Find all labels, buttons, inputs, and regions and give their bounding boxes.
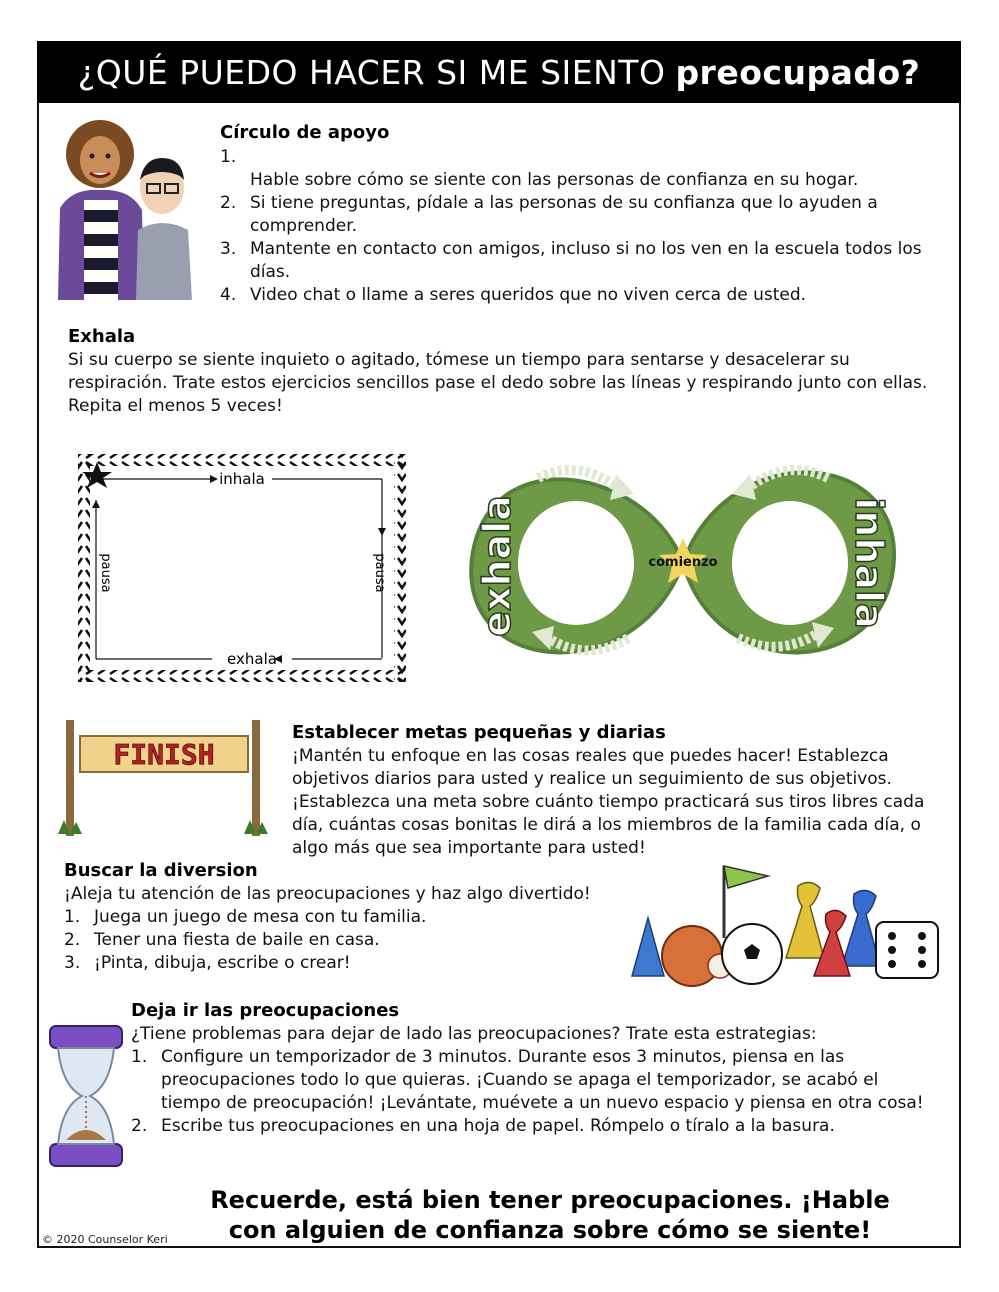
list-item [64,952,624,975]
letgo-intro: ¿Tiene problemas para dejar de lado las preocupaciones? Trate esta estrategias: [131,1024,817,1044]
exhale-body: Si su cuerpo se siente inquieto o agitado, tómese un tiempo para sentarse y desacelerar su respiración. Trate estos ejercicios sencillos pase el dedo sobre las líneas y respirando junto con ellas. Repita el menos 5 veces! [68,350,928,416]
list-number: 3. [220,239,237,259]
list-number: 1. [220,147,237,167]
infinity-breathing-diagram [458,428,908,698]
list-item [64,929,624,952]
list-text: Mantente en contacto con amigos, incluso si no los ven en la escuela todos los días. [250,239,922,282]
goals-heading: Establecer metas pequeñas y diarias [292,722,666,743]
letgo-heading: Deja ir las preocupaciones [131,1000,400,1021]
list-text: ¡Pinta, dibuja, escribe o crear! [94,953,351,973]
list-item [131,1046,931,1115]
list-text: Video chat o llame a seres queridos que no viven cerca de usted. [250,285,807,305]
list-item [131,1115,931,1138]
list-text: Escribe tus preocupaciones en una hoja de papel. Rómpelo o tíralo a la basura. [161,1116,835,1136]
fun-list [64,906,624,975]
square-label-bottom: exhala [227,650,277,668]
list-item [64,906,624,929]
list-text: Tener una fiesta de baile en casa. [94,930,380,950]
support-list [220,146,930,307]
page-title [37,41,961,103]
infinity-label-center: comienzo [648,555,718,570]
title-main: ¿QUÉ PUEDO HACER SI ME SIENTO [77,52,666,92]
list-item [220,284,930,307]
list-number: 4. [220,285,237,305]
support-people-illustration [52,118,202,304]
hourglass-timer-illustration [44,1022,128,1172]
list-number: 1. [64,907,81,927]
finish-banner-illustration [54,716,272,840]
games-sports-illustration [628,858,946,990]
list-text: Si tiene preguntas, pídale a las personas de su confianza que lo ayuden a comprender. [250,193,878,236]
exhale-heading: Exhala [68,326,136,347]
list-number: 2. [220,193,237,213]
list-text: Hable sobre cómo se siente con las personas de confianza en su hogar. [250,170,859,190]
goals-body: ¡Mantén tu enfoque en las cosas reales que puedes hacer! Establezca objetivos diarios para usted y realice un seguimiento de sus objetivos. ¡Establezca una meta sobre cuánto tiempo practicará sus tiros libres cada día, cuántas cosas bonitas le dirá a los miembros de la familia cada día, o algo más que sea importante para usted! [292,746,925,858]
square-label-right: pausa [372,553,387,593]
list-item [220,192,930,238]
list-item [220,146,930,169]
finish-label: FINISH [113,738,215,771]
square-label-top: inhala [219,470,265,488]
square-label-left: pausa [98,553,113,593]
list-item [220,169,930,192]
title-emphasis: preocupado? [675,52,921,92]
closing-message: Recuerde, está bien tener preocupaciones. ¡Hable con alguien de confianza sobre cómo se siente! [210,1186,890,1244]
list-number: 1. [131,1047,148,1067]
infinity-label-right: inhala [847,497,891,629]
support-heading: Círculo de apoyo [220,122,390,143]
infinity-label-left: exhala [475,495,519,637]
copyright: © 2020 Counselor Keri [42,1233,168,1246]
list-item [220,238,930,284]
list-number: 2. [131,1116,148,1136]
fun-heading: Buscar la diversion [64,860,258,881]
letgo-list [131,1046,931,1138]
square-breathing-diagram [72,448,412,688]
list-number: 3. [64,953,81,973]
fun-intro: ¡Aleja tu atención de las preocupaciones y haz algo divertido! [64,884,591,904]
list-text: Configure un temporizador de 3 minutos. Durante esos 3 minutos, piensa en las preocupaciones todo lo que quieras. ¡Cuando se apaga el temporizador, se acabó el tiempo de preocupación! ¡Levántate, muévete a un nuevo espacio y piensa en otra cosa! [161,1047,924,1113]
list-text: Juega un juego de mesa con tu familia. [94,907,427,927]
list-number: 2. [64,930,81,950]
